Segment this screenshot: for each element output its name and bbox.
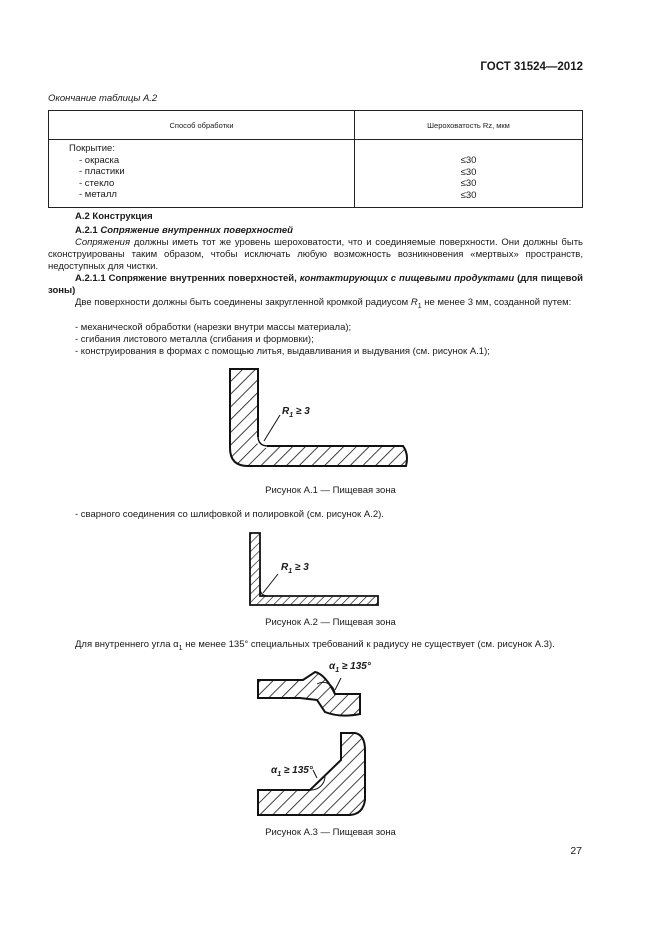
- roughness-value: ≤30: [460, 155, 477, 166]
- figure-a1-drawing: [220, 366, 420, 472]
- fig2-label: [281, 562, 309, 575]
- a211-title-c: (для пищевой зоны): [48, 273, 584, 296]
- para1-symbol: R: [410, 297, 418, 308]
- bullet-item: - механической обработки (нарезки внутри массы материала);: [75, 322, 352, 333]
- document-number: ГОСТ 31524—2012: [480, 61, 583, 73]
- a211-title-b: контактирующих с пищевыми продуктами: [299, 273, 515, 284]
- roughness-value: ≤30: [460, 166, 477, 178]
- a21-title: Сопряжение внутренних поверхностей: [100, 225, 293, 236]
- bullet-item: - конструирования в формах с помощью литья, выдавливания и выдувания (см. рисунок А.1);: [75, 346, 490, 357]
- method-item: - стекло: [79, 177, 115, 189]
- a211-number: А.2.1.1: [75, 273, 106, 284]
- fig2-value: ≥ 3: [294, 562, 309, 573]
- para-angle: [75, 639, 555, 655]
- method-item: Покрытие:: [69, 143, 115, 154]
- fig3-symbol: α: [329, 661, 336, 672]
- para2-subscript: 1: [178, 644, 183, 652]
- figure-a2-drawing: [246, 530, 384, 610]
- method-item: - окраска: [79, 154, 120, 166]
- table-header-roughness: Шероховатость Rz, мкм: [355, 111, 583, 140]
- para1-subscript: 1: [417, 302, 422, 310]
- figure-a3-caption: Рисунок А.3 — Пищевая зона: [265, 827, 396, 838]
- a211-title: [48, 273, 583, 297]
- fig3-value: ≥ 135°: [283, 765, 313, 776]
- fig3-symbol: α: [271, 765, 278, 776]
- a21-paragraph: [48, 237, 583, 273]
- fig3-subscript: 1: [335, 667, 340, 674]
- fig3-subscript: 1: [277, 771, 282, 778]
- section-a2-title: А.2 Конструкция: [75, 211, 153, 222]
- fig1-subscript: 1: [289, 412, 294, 419]
- fig2-symbol: R: [281, 562, 289, 573]
- bullet-item: - сгибания листового металла (сгибания и формовки);: [75, 334, 314, 345]
- fig1-value: ≥ 3: [295, 406, 310, 417]
- table-cell-values: [355, 140, 583, 208]
- para-radius: [48, 297, 583, 313]
- roughness-table: [48, 110, 583, 208]
- method-item: - металл: [79, 189, 117, 200]
- section-a21-title: [75, 225, 293, 237]
- table-cell-methods: [49, 140, 355, 208]
- fig3-label-bottom: [271, 765, 313, 778]
- method-item: - пластики: [79, 166, 125, 177]
- para1-a: Две поверхности должны быть соединены закругленной кромкой радиусом: [75, 297, 409, 308]
- a21-text: должны иметь тот же уровень шероховатости, что и соединяемые поверхности. Они должны быть сконструированы таким образом, чтобы исключать любую возможность возникновения «мертвых» пространств, недоступных для чистки.: [48, 237, 583, 272]
- table-row: [49, 140, 583, 208]
- fig3-value: ≥ 135°: [341, 661, 371, 672]
- table-header-method: Способ обработки: [49, 111, 355, 140]
- figure-a1-caption: Рисунок А.1 — Пищевая зона: [265, 485, 396, 496]
- fig3-label-top: [329, 661, 371, 674]
- para1-b: не менее 3 мм, созданной путем:: [424, 297, 572, 308]
- para2-a: Для внутреннего угла: [75, 639, 171, 650]
- table-header-row: [49, 111, 583, 140]
- fig1-symbol: R: [282, 406, 290, 417]
- page-number: 27: [570, 845, 582, 857]
- fig1-label: [282, 406, 310, 419]
- a21-number: А.2.1: [75, 225, 98, 236]
- para2-symbol: α: [173, 639, 179, 650]
- a21-term: Сопряжения: [75, 237, 131, 248]
- fig2-subscript: 1: [288, 568, 293, 575]
- figure-a2-caption: Рисунок А.2 — Пищевая зона: [265, 617, 396, 628]
- table-caption: Окончание таблицы А.2: [48, 93, 158, 104]
- para2-b: не менее 135° специальных требований к радиусу не существует (см. рисунок А.3).: [185, 639, 555, 650]
- a211-title-a: Сопряжение внутренних поверхностей,: [108, 273, 297, 284]
- bullet-item: - сварного соединения со шлифовкой и полировкой (см. рисунок А.2).: [75, 509, 384, 520]
- roughness-value: ≤30: [460, 178, 477, 189]
- roughness-value: ≤30: [460, 189, 477, 201]
